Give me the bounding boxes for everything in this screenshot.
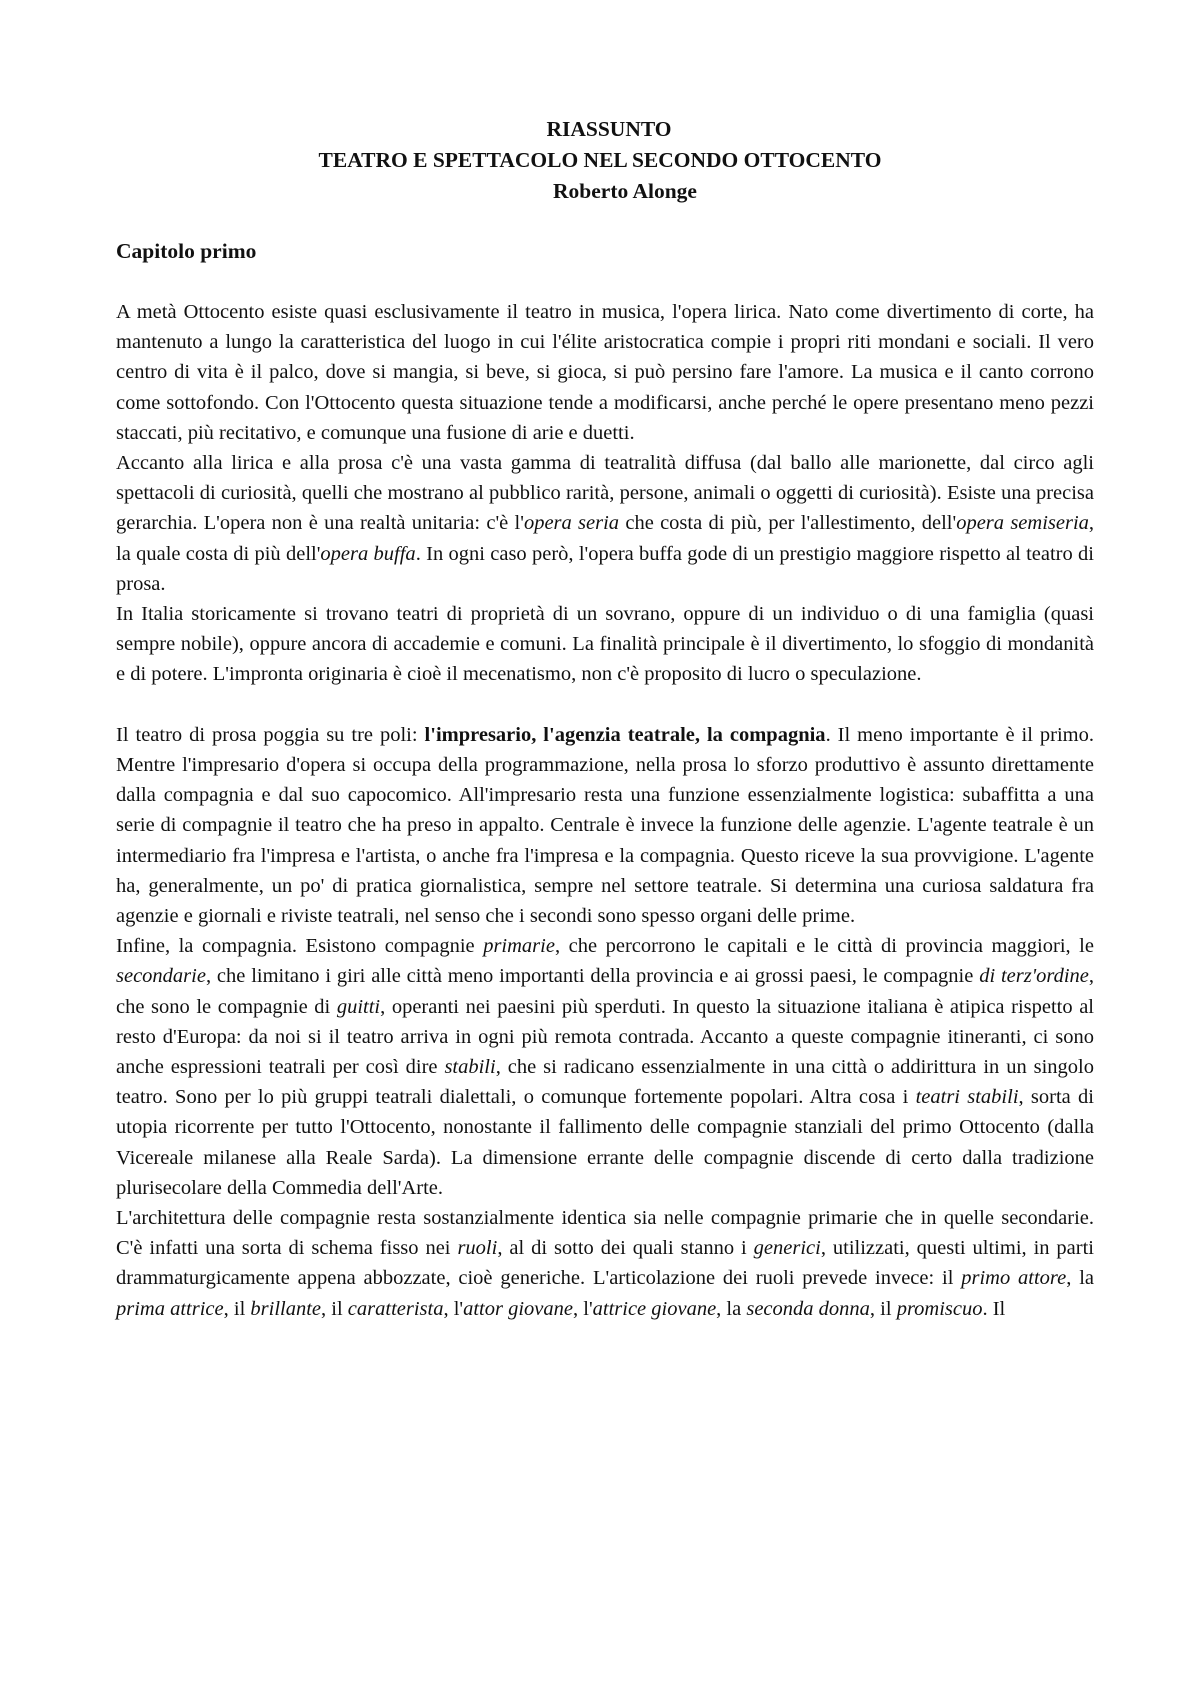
document-subtitle: TEATRO E SPETTACOLO NEL SECONDO OTTOCENTO — [318, 148, 882, 172]
paragraph-4 — [116, 720, 1094, 931]
italic-term: opera seria — [523, 512, 620, 535]
text-run: , il — [321, 1297, 348, 1320]
text-run: , la quale costa di più dell' — [116, 512, 1095, 565]
text-run: , il — [869, 1297, 897, 1320]
italic-term: generici — [753, 1237, 821, 1260]
text-run: . In ogni caso però, l'opera buffa gode di un prestigio maggiore rispetto al teatro di prosa. — [116, 542, 1095, 595]
text-run: , che sono le compagnie di — [116, 965, 1094, 1018]
text-run: . Il meno importante è il primo. Mentre l'impresario d'opera si occupa della programmazione, nella prosa lo sforzo produttivo è assunto direttamente dalla compagnia e dal suo capocomico. All'impresario resta una funzione essenzialmente logistica: subaffitta a una serie di compagnie il teatro che ha preso in appalto. Centrale è invece la funzione delle agenzie. L'agente teatrale è un intermediario fra l'impresa e l'artista, o anche fra l'impresa e la compagnia. Questo riceve la sua provvigione. L'agente ha, generalmente, un po' di pratica giornalistica, sempre nel settore teatrale. Si determina una curiosa saldatura fra agenzie e giornali e riviste teatrali, nel senso che i secondi sono spesso organi delle prime. — [116, 723, 1094, 928]
paragraph-6 — [116, 1203, 1094, 1324]
italic-term: teatri stabili — [915, 1086, 1019, 1109]
bold-term: l'impresario, l'agenzia teatrale, la compagnia — [424, 723, 826, 746]
italic-term: promiscuo — [896, 1297, 983, 1320]
text-run: , operanti nei paesini più sperduti. In questo la situazione italiana è atipica rispetto al resto d'Europa: da noi si il teatro arriva in ogni più remota contrada. Accanto a queste compagnie itineranti, ci sono anche espressioni teatrali per così dire — [116, 995, 1094, 1079]
text-run: , il — [223, 1297, 251, 1320]
italic-term: prima attrice — [116, 1297, 224, 1320]
text-run: , l' — [443, 1297, 464, 1320]
italic-term: brillante — [250, 1297, 322, 1320]
document-author: Roberto Alonge — [553, 179, 697, 203]
text-run: , sorta di utopia ricorrente per tutto l'Ottocento, nonostante il fallimento delle compagnie stanziali del primo Ottocento (dalla Vicereale milanese alla Reale Sarda). La dimensione errante delle compagnie discende di certo dalla tradizione plurisecolare della Commedia dell'Arte. — [116, 1086, 1094, 1199]
italic-term: guitti — [336, 995, 381, 1018]
paragraph-3: In Italia storicamente si trovano teatri di proprietà di un sovrano, oppure di un individuo o di una famiglia (quasi sempre nobile), oppure ancora di accademie e comuni. La finalità principale è il divertimento, lo sfoggio di mondanità e di potere. L'impronta originaria è cioè il mecenatismo, non c'è proposito di lucro o speculazione. — [116, 603, 1094, 686]
document-title: RIASSUNTO — [546, 117, 672, 141]
paragraph-1: A metà Ottocento esiste quasi esclusivamente il teatro in musica, l'opera lirica. Nato come divertimento di corte, ha mantenuto a lungo la caratteristica del luogo in cui l'élite aristocratica compie i propri riti mondani e sociali. Il vero centro di vita è il palco, dove si mangia, si beve, si gioca, si può persino fare l'amore. La musica e il canto corrono come sottofondo. Con l'Ottocento questa situazione tende a modificarsi, anche perché le opere presentano meno pezzi staccati, più recitativo, e comunque una fusione di arie e duetti. — [116, 301, 1094, 444]
text-run: , che limitano i giri alle città meno importanti della provincia e ai grossi paesi, le compagnie — [205, 965, 980, 988]
text-run: Infine, la compagnia. Esistono compagnie — [116, 935, 484, 958]
text-run: che costa di più, per l'allestimento, dell' — [619, 512, 957, 535]
italic-term: attrice giovane — [592, 1297, 717, 1320]
italic-term: opera buffa — [320, 542, 416, 565]
italic-term: primo attore — [961, 1267, 1067, 1290]
title-block — [0, 114, 1200, 207]
text-run: , al di sotto dei quali stanno i — [497, 1237, 754, 1260]
paragraph-2 — [116, 448, 1094, 599]
italic-term: primarie — [483, 935, 555, 958]
body-text — [116, 297, 1094, 1324]
italic-term: seconda donna — [746, 1297, 870, 1320]
text-run: . Il — [982, 1297, 1006, 1320]
chapter-heading: Capitolo primo — [116, 239, 257, 263]
italic-term: ruoli — [457, 1237, 498, 1260]
text-run: L'architettura delle compagnie resta sostanzialmente identica sia nelle compagnie primarie che in quelle secondarie. C'è infatti una sorta di schema fisso nei — [116, 1207, 1094, 1260]
text-run: , l' — [573, 1297, 593, 1320]
text-run: Accanto alla lirica e alla prosa c'è una vasta gamma di teatralità diffusa (dal ballo alle marionette, dal circo agli spettacoli di curiosità, quelli che mostrano al pubblico rarità, persone, animali o oggetti di curiosità). Esiste una precisa gerarchia. L'opera non è una realtà unitaria: c'è l' — [116, 452, 1094, 535]
text-run: , che percorrono le capitali e le città di provincia maggiori, le — [554, 935, 1094, 958]
italic-term: stabili — [444, 1056, 496, 1079]
italic-term: caratterista — [347, 1297, 444, 1320]
italic-term: attor giovane — [463, 1297, 573, 1320]
text-run: , utilizzati, questi ultimi, in parti drammaturgicamente appena abbozzate, cioè generiche. L'articolazione dei ruoli prevede invece: il — [116, 1237, 1094, 1290]
text-run: , la — [1066, 1267, 1094, 1290]
text-run: , la — [716, 1297, 747, 1320]
italic-term: opera semiseria — [956, 512, 1089, 535]
italic-term: di terz'ordine — [979, 965, 1089, 988]
paragraph-5 — [116, 931, 1094, 1203]
text-run: , che si radicano essenzialmente in una città o addirittura in un singolo teatro. Sono per lo più gruppi teatrali dialettali, o comunque fortemente popolari. Altra cosa i — [116, 1056, 1094, 1109]
italic-term: secondarie — [116, 965, 206, 988]
text-run: Il teatro di prosa poggia su tre poli: — [116, 723, 425, 746]
